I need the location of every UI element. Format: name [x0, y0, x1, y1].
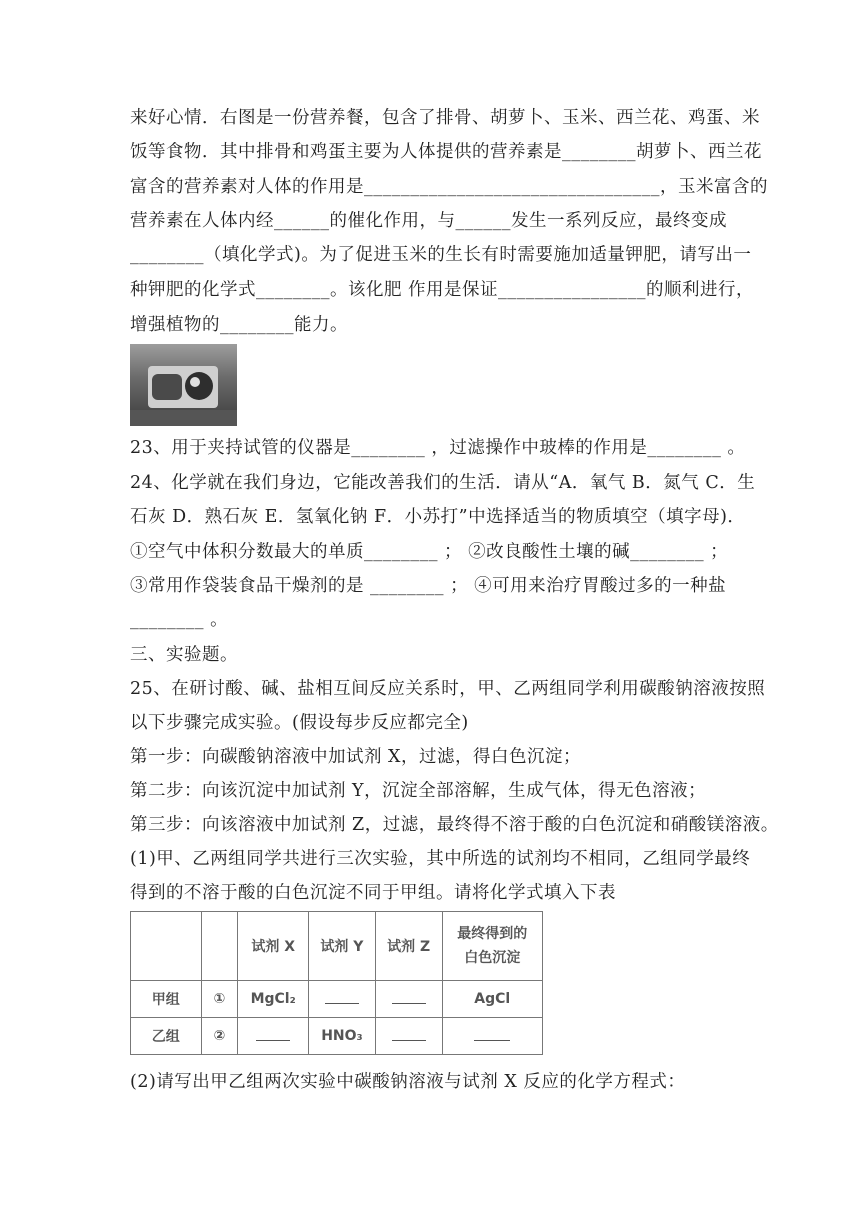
q24-line-2: 石灰 D．熟石灰 E．氢氧化钠 F．小苏打”中选择适当的物质填空（填字母)． [130, 507, 746, 527]
header-reagent-x: 试剂 X [238, 912, 309, 981]
q25-line-2: 以下步骤完成实验。(假设每步反应都完全) [130, 713, 469, 733]
row2-x[interactable] [238, 1018, 309, 1055]
q25-step-2: 第二步：向该沉淀中加试剂 Y，沉淀全部溶解，生成气体，得无色溶液； [130, 781, 707, 801]
header-final-line-2: 白色沉淀 [464, 950, 521, 966]
table-corner-2 [201, 912, 238, 981]
row1-z[interactable] [375, 981, 442, 1018]
row2-y: HNO₃ [309, 1018, 376, 1055]
q22-line-3: 富含的营养素对人体的作用是________________________________，玉米富含的 [130, 177, 768, 197]
q22-line-1: 来好心情．右图是一份营养餐，包含了排骨、胡萝卜、玉米、西兰花、鸡蛋、米 [130, 108, 760, 128]
row1-z-blank[interactable] [392, 991, 426, 1004]
q25-part2-text: (2)请写出甲乙组两次实验中碳酸钠溶液与试剂 X 反应的化学方程式： [130, 1072, 686, 1092]
q22-line-7: 增强植物的________能力。 [130, 315, 348, 335]
header-final-precipitate [442, 912, 542, 981]
row1-result: AgCl [442, 981, 542, 1018]
reagent-table [130, 911, 543, 1055]
row2-group: 乙组 [131, 1018, 202, 1055]
row2-z-blank[interactable] [392, 1028, 426, 1041]
q25-step-3: 第三步：向该溶液中加试剂 Z，过滤，最终得不溶于酸的白色沉淀和硝酸镁溶液。 [130, 815, 779, 835]
header-reagent-z: 试剂 Z [375, 912, 442, 981]
row1-y-blank[interactable] [325, 991, 359, 1004]
q22-line-5: ________（填化学式)。为了促进玉米的生长有时需要施加适量钾肥，请写出一 [130, 245, 752, 265]
row1-y[interactable] [309, 981, 376, 1018]
row1-x: MgCl₂ [238, 981, 309, 1018]
q25-line-1: 25、在研讨酸、碱、盐相互间反应关系时，甲、乙两组同学利用碳酸钠溶液按照 [130, 679, 766, 699]
q25-part1-line-2: 得到的不溶于酸的白色沉淀不同于甲组。请将化学式填入下表 [130, 883, 616, 903]
row1-num: ① [201, 981, 238, 1018]
header-reagent-y: 试剂 Y [309, 912, 376, 981]
meal-photo [130, 344, 237, 426]
row2-z[interactable] [375, 1018, 442, 1055]
q22-line-4: 营养素在人体内经______的催化作用，与______发生一系列反应，最终变成 [130, 211, 727, 231]
row2-num: ② [201, 1018, 238, 1055]
q24-line-3: ①空气中体积分数最大的单质________ ； ②改良酸性土壤的碱________ ； [130, 542, 729, 562]
table-corner-1 [131, 912, 202, 981]
q22-line-6: 种钾肥的化学式________。该化肥 作用是保证________________的顺利进行， [130, 280, 755, 300]
q24-line-5: ________ 。 [130, 610, 229, 630]
header-final-line-1: 最终得到的 [457, 926, 528, 942]
q25-part1-line-1: (1)甲、乙两组同学共进行三次实验，其中所选的试剂均不相同，乙组同学最终 [130, 849, 751, 869]
q22-line-2: 饭等食物．其中排骨和鸡蛋主要为人体提供的营养素是________胡萝卜、西兰花 [130, 142, 762, 162]
section-three-heading: 三、实验题。 [130, 645, 238, 665]
q24-line-1: 24、化学就在我们身边，它能改善我们的生活．请从“A．氧气 B．氮气 C．生 [130, 473, 756, 493]
row2-result[interactable] [442, 1018, 542, 1055]
row1-group: 甲组 [131, 981, 202, 1018]
row2-result-blank[interactable] [474, 1028, 510, 1041]
row2-x-blank[interactable] [256, 1028, 290, 1041]
table-row [131, 1018, 543, 1055]
q25-step-1: 第一步：向碳酸钠溶液中加试剂 X，过滤，得白色沉淀； [130, 747, 582, 767]
table-row [131, 981, 543, 1018]
q24-line-4: ③常用作袋装食品干燥剂的是 ________ ； ④可用来治疗胃酸过多的一种盐 [130, 576, 727, 596]
q23-text: 23、用于夹持试管的仪器是________ ，过滤操作中玻棒的作用是________ 。 [130, 438, 746, 458]
